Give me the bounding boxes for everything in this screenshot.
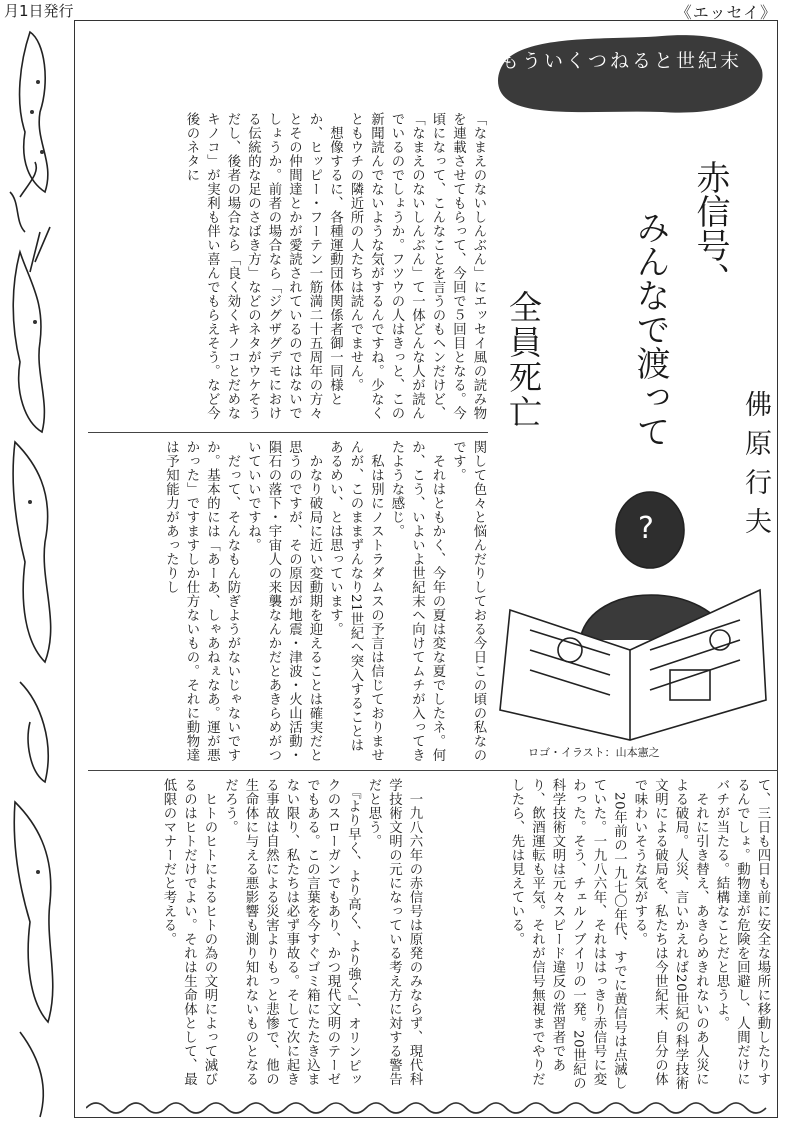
issue-date: 月1日発行 (4, 2, 74, 20)
essay-column-3: て、三日も四日も前に安全な場所に移動したりするんでしょ。動物達が危険を回避し、人間だけにバチが当たる。結構なことだと思うよ。 それに引き替え、あきらめきれないのあ人災による破局。人災、言いかえれば20世紀の科学技術文明による破局を、私たちは今世紀末、自分の体で味わいそうな気がする。 20年前の一九七〇年代、すでに黄信号は点滅していた。一九八六年、それははっきり赤信号に変わった。そう、チェルノブイリの一発。20世紀の科学技術文明は元々スピード違反の常習者であり、飲酒運転も平気。それが信号無視までやりだしたら、先は見えている。 (509, 778, 770, 1091)
essay-column-1: 「なまえのないしんぶん」にエッセイ風の読み物を連載させてもらって、今回で５回目となる。今頃になって、こんなことを言うのもヘンだけど、「なまえのないしんぶん」て一体どんな人が読んでいるのでしょうか。フツウの人はきっと、この新聞読んでないような気がするんですね。少なくともウチの隣近所の人たちは読んでません。 想像するに、各種運動団体関係者御一同様とか、ヒッピー・フーテン一筋満二十五周年の方々とその仲間達とかが愛読されているのではないでしょうか。前者の場合なら「ジグザグデモにおける伝統的な足のさばき方」などのネタがウケそうだし、後者の場合なら「良く効くキノコとだめなキノコ」が実利も伴い喜んでもらえそう。など今後のネタに (184, 112, 486, 420)
essay-title-line1: 赤信号、 (690, 160, 730, 296)
series-title: もういくつねると世紀末 (500, 50, 743, 72)
essay-slogan: 全員死亡 (504, 290, 543, 430)
essay-column-2: 関して色々と悩んだりしておる今日この頃の私なのです。 それはともかく、今年の夏は変な夏でしたネ。何か、こう、いよいよ世紀末へ向けてムチが入ってきたような感じ。 私は別にノストラダムスの予言は信じておりませんが、このままずんなり21世紀へ突入することはあるめい、とは思っています。 かなり破局に近い変動期を迎えることは確実だと思うのですが、その原因が地震・津波・火山活動・隕石の落下・宇宙人の来襲なんかだとあきらめがついていいですね。 だって、そんなもん防ぎようがないじゃないですか。基本的には「あーあ、しゃあねぇなあ。運が悪かった」ですますしか仕方ないもの。それに動物達は予知能力があったりし (163, 440, 486, 762)
column-divider (88, 770, 778, 771)
author-name: 佛原行夫 (740, 390, 771, 546)
svg-text:?: ? (638, 511, 654, 546)
column-divider (88, 432, 488, 433)
series-logo-blob (492, 30, 768, 118)
section-label: 《エッセイ》 (675, 3, 777, 22)
newspaper-reader-illustration (490, 490, 776, 742)
essay-column-4: 一九八六年の赤信号は原発のみならず、現代科学技術文明の元になっている考え方に対する警告だと思う。 『より早く、より高く、より強く』、オリンピックのスローガンでもあり、かつ現代文明のテーゼでもある。この言葉を今すぐゴミ箱にたたき込まない限り、私たちは必ず事故る。そして次に起きる事故は自然による災害よりもっと悲惨で、他の生命体に与える悪影響も測り知れないものとなるだろう。 ヒトのヒトによるヒトの為の文明によって滅びるのはヒトだけでよい。それは生命体として、最低限のマナーだと考える。 (161, 778, 422, 1087)
essay-title-line2: みんなで渡って (630, 210, 670, 448)
animal-border-illustration (0, 22, 70, 1122)
illustration-credit: ロゴ・イラスト：山本憲之 (528, 746, 660, 759)
decorative-wave-border (86, 1098, 776, 1118)
